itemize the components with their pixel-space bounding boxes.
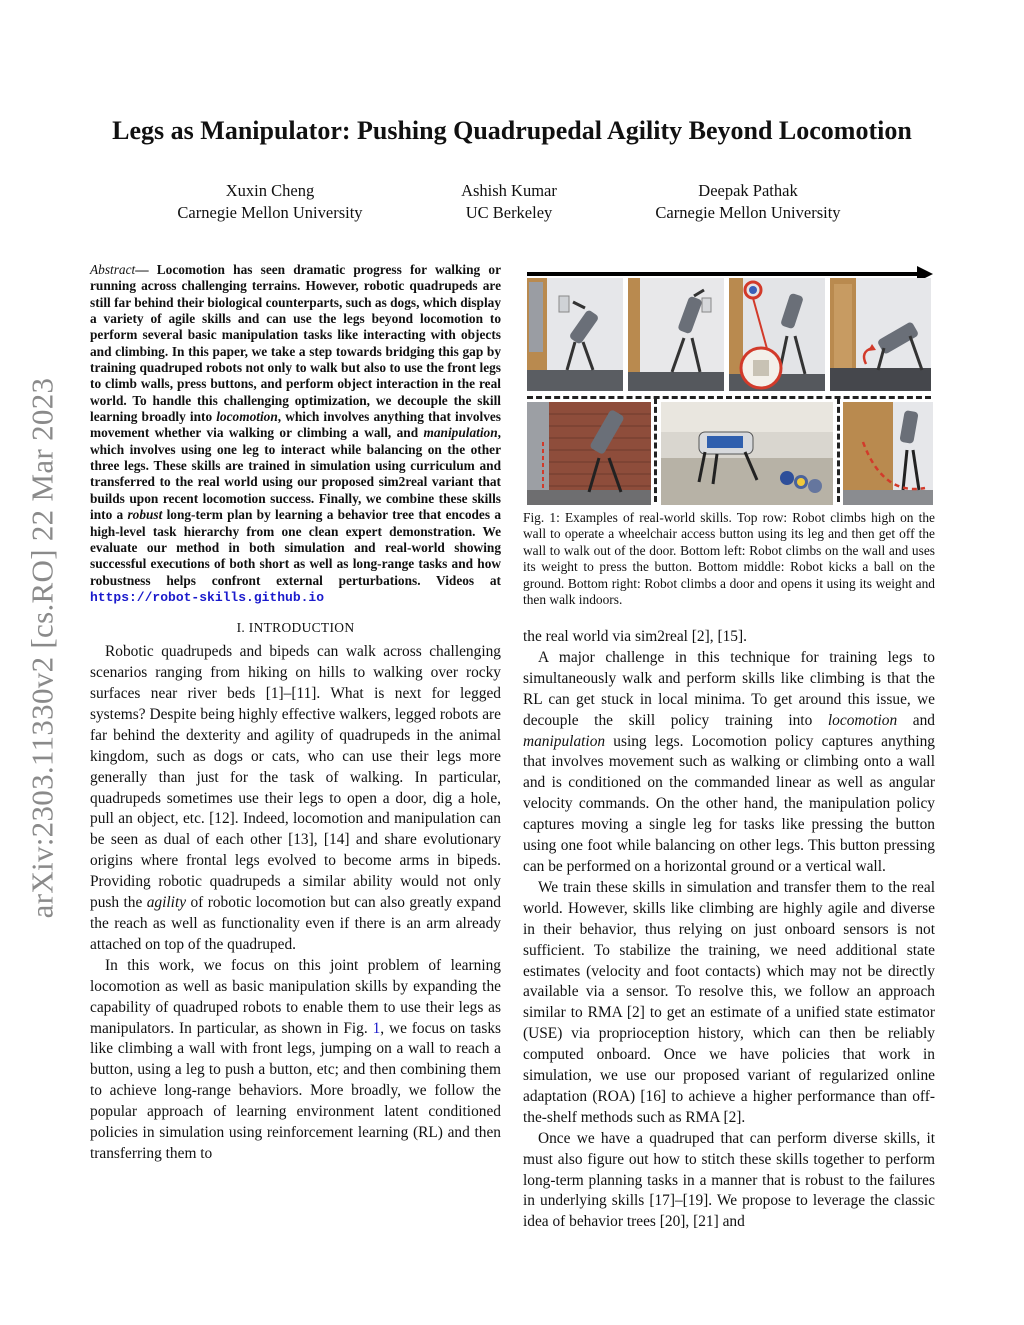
author-name: Ashish Kumar bbox=[461, 181, 557, 200]
figure-reference-link[interactable]: 1 bbox=[372, 1019, 381, 1037]
body-paragraph bbox=[523, 648, 935, 878]
paragraph-emphasis: manipulation bbox=[523, 732, 606, 750]
photo-robot-pressing-button bbox=[729, 278, 825, 391]
figure-1 bbox=[527, 265, 933, 505]
author-block bbox=[150, 180, 390, 224]
section-heading-introduction bbox=[90, 620, 501, 636]
left-column bbox=[90, 262, 501, 1165]
paragraph-text: and bbox=[897, 711, 936, 729]
abstract-label: Abstract bbox=[90, 262, 136, 277]
paragraph-text: using legs. Locomotion policy captures anything that involves movement such as walking or climbing onto a wall and is conditioned on the commanded linear as well as angular velocity commands. On the other hand, the manipulation policy captures moving a single leg for tasks like pressing the button using one foot while balancing on other legs. This button pressing can be performed on a horizontal ground or a vertical wall. bbox=[523, 732, 935, 875]
figure-divider bbox=[654, 398, 657, 502]
photo-robot-climbing-wall bbox=[527, 278, 623, 391]
timeline-arrow bbox=[527, 272, 919, 276]
author-block bbox=[389, 180, 629, 224]
paragraph-text: Robotic quadrupeds and bipeds can walk across challenging scenarios ranging from hiking on hills to walking over rocky surfaces near river beds [1]–[11]. What is next for legged systems? Despite being highly effective walkers, legged robots are far behind the dexterity and agility of quadrupeds in the animal kingdom, such as dogs or cats, who can use their legs more generally than just for the task of walking. In particular, quadrupeds sometimes use their legs to open a door, dig a hole, pull an object, etc. [12]. Indeed, locomotion and manipulation can be seen as dual of each other [13], [14] and share evolutionary origins where frontal legs evolved to become arms in bipeds. Providing robotic quadrupeds a similar ability would not only push the bbox=[90, 643, 501, 912]
abstract-text: long-term plan by learning a behavior tree that encodes a high-level task hierarchy from one clean expert demonstration. We evaluate our method in both simulation and real-world showing successful executions of both short as well as long-range tasks and how robustness helps confront external perturbations. Videos at bbox=[90, 507, 501, 588]
intro-paragraph bbox=[90, 642, 501, 956]
photo-robot-kicking-ball bbox=[661, 402, 833, 505]
body-paragraph: We train these skills in simulation and transfer them to the real world. However, skills like climbing are highly agile and diverse in their behavior, thus relying on just onboard sensors is not sufficient. To stabilize the training, we need additional state estimates (velocity and foot contacts) which may not be directly available via a sensor. To resolve this, we follow an approach similar to RMA [2] to get an estimate of a unified state estimator (USE) via proprioception history, which can then be reliably computed onboard. Once we have policies that work in simulation, we use our proposed variant of regularized online adaptation (ROA) [16] to achieve a higher performance than off-the-shelf methods such as RMA [2]. bbox=[523, 878, 935, 1126]
paragraph-emphasis: agility bbox=[146, 894, 187, 912]
abstract-text: Locomotion has seen dramatic progress for walking or running across challenging terrains. However, robotic quadrupeds are still far behind their biological counterparts, such as dogs, which display a variety of agile skills and can use the legs beyond locomotion to perform several basic manipulation tasks like interacting with objects and climbing. In this paper, we take a step towards bridging this gap by training quadruped robots not only to walk but also to use the front legs to climb walls, press buttons, and perform object interaction in the real world. To handle this challenging optimization, we decouple the skill learning broadly into bbox=[90, 262, 501, 425]
photo-robot-reaching-wall bbox=[628, 278, 724, 391]
author-affiliation: Carnegie Mellon University bbox=[177, 203, 363, 222]
section-title-rest: NTRODUCTION bbox=[253, 620, 355, 636]
paper-title: Legs as Manipulator: Pushing Quadrupedal Agility Beyond Locomotion bbox=[112, 116, 912, 145]
abstract bbox=[90, 262, 501, 606]
abstract-emphasis: robust bbox=[127, 507, 163, 523]
abstract-text: , which involves anything that involves movement whether via walking or climbing a wall, and bbox=[90, 409, 502, 441]
photo-robot-brick-wall-button bbox=[527, 402, 651, 505]
intro-paragraph bbox=[90, 956, 501, 1165]
author-name: Deepak Pathak bbox=[698, 181, 798, 200]
section-initial: I bbox=[248, 620, 254, 636]
abstract-text: , which involves using one leg to interact while balancing on the other three legs. These skills are trained in simulation using curriculum and transferred to the real world using our proposed sim2real variant that builds upon recent locomotion success. Finally, we combine these skills into a bbox=[90, 425, 501, 523]
arxiv-identifier bbox=[22, 348, 62, 948]
paragraph-text: , we focus on tasks like climbing a wall with front legs, jumping on a wall to reach a button, using a leg to push a button, etc; and then combining them to achieve long-range behaviors. More broadly, we follow the popular approach of learning environment latent conditioned policies in simulation using reinforcement learning (RL) and then transferring them to bbox=[90, 1019, 502, 1162]
figure-caption: Fig. 1: Examples of real-world skills. Top row: Robot climbs high on the wall to operate a wheelchair access button using its leg and then get off the wall to walk out of the door. Bottom left: Robot climbs on the wall and uses its weight to press the button. Bottom middle: Robot kicks a ball on the ground. Bottom right: Robot climbs a door and opens it using its weight and then walk indoors. bbox=[523, 510, 935, 608]
figure-divider bbox=[837, 398, 840, 502]
abstract-emphasis: manipulation bbox=[423, 425, 498, 441]
section-number: I. bbox=[236, 620, 249, 636]
project-url-link[interactable]: https://robot-skills.github.io bbox=[90, 589, 325, 605]
photo-robot-exiting-door bbox=[830, 278, 931, 391]
paragraph-emphasis: locomotion bbox=[827, 711, 898, 729]
right-column bbox=[523, 627, 935, 1233]
continued-paragraph: the real world via sim2real [2], [15]. bbox=[523, 628, 747, 645]
abstract-emphasis: locomotion bbox=[216, 409, 278, 425]
author-block bbox=[628, 180, 868, 224]
abstract-dash: — bbox=[135, 262, 149, 277]
arxiv-identifier-text: arXiv:2303.11330v2 [cs.RO] 22 Mar 2023 bbox=[24, 377, 59, 919]
body-paragraph: Once we have a quadruped that can perform diverse skills, it must also figure out how to stitch these skills together to perform long-term planning tasks in a manner that is robust to the failures in underlying skills [17]–[19]. We propose to leverage the classic idea of behavior trees [20], [21] and bbox=[523, 1129, 935, 1231]
paragraph-text: A major challenge in this technique for training legs to simultaneously walk and perform skills like climbing is that the RL can get stuck in local minima. To get around this issue, we decouple the skill policy training into bbox=[523, 648, 935, 729]
author-affiliation: Carnegie Mellon University bbox=[655, 203, 841, 222]
paragraph-text: of robotic locomotion but can also greatly expand the reach as well as functionality even if there is an arm already attached on top of the quadruped. bbox=[90, 894, 501, 953]
photo-robot-opening-door bbox=[843, 402, 933, 505]
figure-divider bbox=[527, 396, 931, 399]
author-affiliation: UC Berkeley bbox=[465, 203, 553, 222]
paragraph-text: In this work, we focus on this joint problem of learning locomotion as well as basic manipulation skills by expanding the capability of quadruped robots to enable them to use their legs as manipulators. In particular, as shown in Fig. bbox=[90, 956, 501, 1037]
author-name: Xuxin Cheng bbox=[225, 181, 315, 200]
